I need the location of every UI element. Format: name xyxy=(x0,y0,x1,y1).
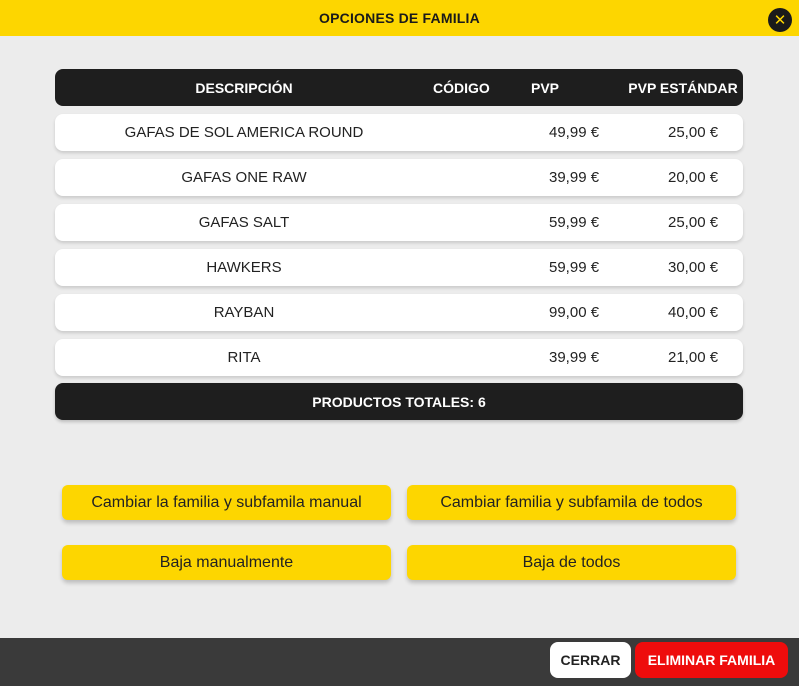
change-family-all-button[interactable]: Cambiar familia y subfamila de todos xyxy=(407,485,736,520)
dialog-title: OPCIONES DE FAMILIA xyxy=(319,10,480,26)
cell-pvp-estandar: 40,00 € xyxy=(668,304,719,321)
table-row[interactable] xyxy=(55,294,743,331)
cell-pvp: 59,99 € xyxy=(549,259,600,276)
cell-descripcion: GAFAS DE SOL AMERICA ROUND xyxy=(124,124,364,141)
cell-pvp-estandar: 21,00 € xyxy=(668,349,719,366)
total-products-bar: PRODUCTOS TOTALES: 6 xyxy=(55,383,743,420)
dialog-header xyxy=(0,0,799,36)
change-family-manual-button[interactable]: Cambiar la familia y subfamila manual xyxy=(62,485,391,520)
table-row[interactable] xyxy=(55,114,743,151)
cell-descripcion: RITA xyxy=(227,349,261,366)
header-pvp[interactable]: PVP xyxy=(530,79,559,96)
remove-all-button[interactable]: Baja de todos xyxy=(407,545,736,580)
cell-pvp: 99,00 € xyxy=(549,304,600,321)
delete-family-button[interactable]: ELIMINAR FAMILIA xyxy=(635,642,788,678)
cell-pvp-estandar: 25,00 € xyxy=(668,214,719,231)
cell-pvp: 49,99 € xyxy=(549,124,600,141)
table-row[interactable] xyxy=(55,339,743,376)
products-table xyxy=(55,69,743,420)
remove-manual-button[interactable]: Baja manualmente xyxy=(62,545,391,580)
cell-descripcion: GAFAS SALT xyxy=(198,214,290,231)
cell-pvp: 39,99 € xyxy=(549,349,600,366)
close-icon[interactable]: ✕ xyxy=(768,8,792,32)
cell-pvp-estandar: 30,00 € xyxy=(668,259,719,276)
cell-pvp: 39,99 € xyxy=(549,169,600,186)
cell-descripcion: HAWKERS xyxy=(206,259,282,276)
table-row[interactable] xyxy=(55,249,743,286)
table-row[interactable] xyxy=(55,159,743,196)
cell-pvp-estandar: 25,00 € xyxy=(668,124,719,141)
dialog-footer xyxy=(0,638,799,686)
cell-descripcion: RAYBAN xyxy=(213,304,275,321)
table-row[interactable] xyxy=(55,204,743,241)
table-header xyxy=(55,69,743,106)
cell-pvp-estandar: 20,00 € xyxy=(668,169,719,186)
cell-descripcion: GAFAS ONE RAW xyxy=(181,169,307,186)
header-codigo[interactable]: CÓDIGO xyxy=(433,79,490,96)
header-descripcion[interactable]: DESCRIPCIÓN xyxy=(195,79,293,96)
header-pvp-estandar[interactable]: PVP ESTÁNDAR xyxy=(628,79,738,96)
close-button[interactable]: CERRAR xyxy=(550,642,631,678)
cell-pvp: 59,99 € xyxy=(549,214,600,231)
